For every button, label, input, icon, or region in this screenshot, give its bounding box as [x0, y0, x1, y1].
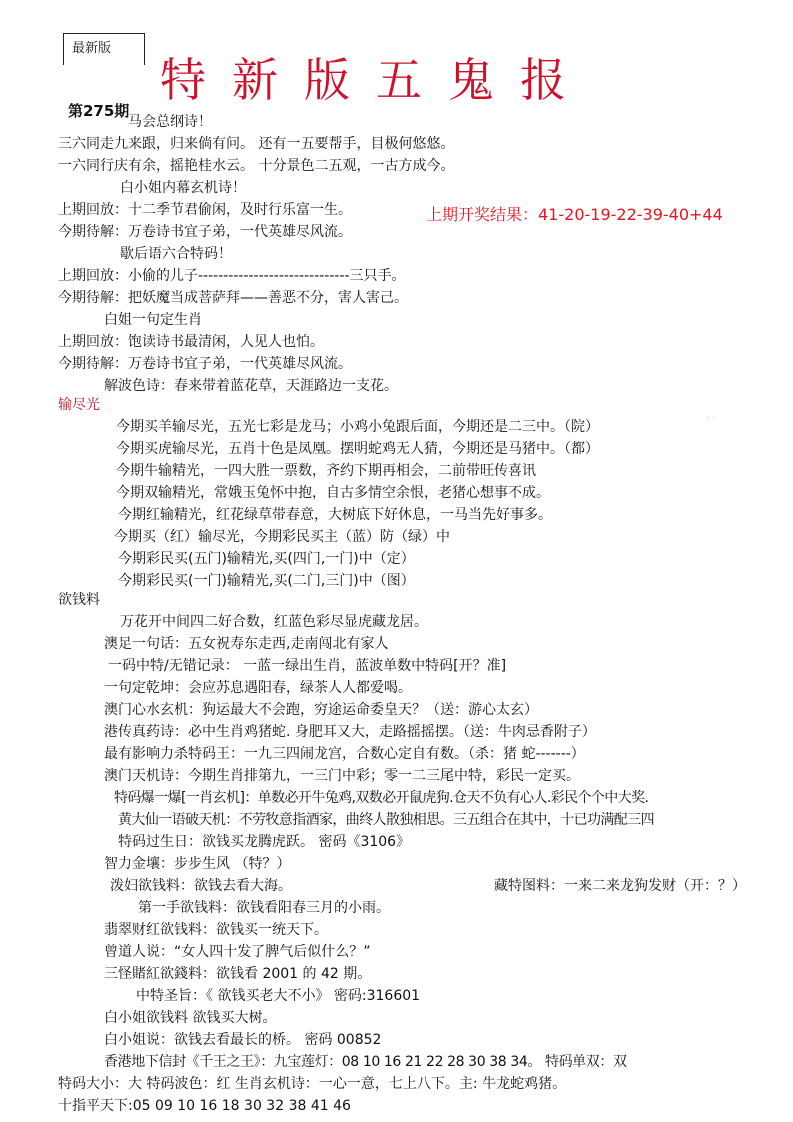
issue-number: 第275期	[68, 102, 130, 120]
money-line: 翡翠财红欲钱料：欲钱买一统天下。	[104, 922, 328, 938]
poem-line: 一六同行庆有余，摇艳桂水云。 十分景色二五观，一古方成今。	[58, 158, 455, 174]
money-line: 泼妇欲钱料：欲钱去看大海。	[110, 878, 292, 894]
badge-box	[63, 33, 145, 65]
review-line: 上期回放：十二季节君偷闲，及时行乐富一生。	[58, 202, 352, 218]
money-line: 一句定乾坤：会应苏息遇阳春，绿茶人人都爱喝。	[104, 680, 412, 696]
lose-line: 今期彩民买(五门)输精光,买(四门,一门)中（定）	[118, 551, 415, 567]
lose-line: 今期红输精光，红花绿草带春意，大树底下好休息，一马当先好事多。	[118, 507, 552, 523]
lose-line: 今期彩民买(一门)输精光,买(二门,三门)中（图）	[118, 573, 415, 589]
pending-line: 今期待解：万卷诗书宜子弟，一代英雄尽风流。	[58, 356, 352, 372]
money-line: 澳门天机诗：今期生肖排第九，一三门中彩；零一二三尾中特，彩民一定买。	[104, 768, 580, 784]
wave-color-poem: 解波色诗：春来带着蓝花草，天涯路边一支花。	[104, 378, 398, 394]
money-line: 澳足一句话：五女祝寿东走西,走南闯北有家人	[104, 636, 389, 652]
section-lose-heading: 输尽光	[58, 397, 100, 413]
page-title: 特新版五鬼报	[160, 53, 592, 107]
money-line: 香港地下信封《千王之王》：九宝莲灯：08 10 16 21 22 28 30 38 34。 特码单双：双	[104, 1054, 627, 1070]
money-line: 一码中特/无错记录： 一蓝一绿出生肖，蓝波单数中特码[开？准]	[108, 658, 507, 674]
section-money-heading: 欲钱料	[58, 592, 100, 608]
money-line: 黄大仙一语破天机：不劳牧意指酒家，曲终人散独相思。三五组合在其中，十已功满配三四	[118, 812, 654, 828]
faint-mark: · ·	[706, 413, 716, 424]
money-line: 智力金壤：步步生风 （特？）	[104, 856, 291, 872]
review-line: 上期回放：小偷的儿子------------------------------三只手。	[58, 268, 406, 284]
money-line-right: 藏特图料：一来二来龙狗发财（开：？）	[494, 878, 746, 894]
lose-line: 今期买羊输尽光，五光七彩是龙马；小鸡小兔跟后面，今期还是二三中。（院）	[116, 419, 599, 435]
money-line: 十指平天下:05 09 10 16 18 30 32 38 41 46	[58, 1098, 351, 1114]
poem-line: 三六同走九来跟，归来倘有问。 还有一五要帮手，目极何悠悠。	[58, 136, 455, 152]
lose-line: 今期买虎输尽光，五肖十色是凤凰。摆明蛇鸡无人猜，今期还是马猪中。（都）	[116, 441, 599, 457]
lose-line: 今期买（红）输尽光，今期彩民买主（蓝）防（绿）中	[114, 529, 450, 545]
pending-line: 今期待解：把妖魔当成菩萨拜——善恶不分，害人害己。	[58, 290, 408, 306]
edition-badge: 最新版	[72, 41, 112, 56]
section-heading: 白姐一句定生肖	[104, 312, 202, 328]
section-heading: 白小姐内幕玄机诗！	[120, 180, 246, 196]
poem-heading: 马会总纲诗！	[128, 114, 212, 130]
money-line: 特码大小：大 特码波色：红 生肖玄机诗：一心一意，七上八下。主: 牛龙蛇鸡猪。	[58, 1076, 567, 1092]
lose-line: 今期双输精光，常娥玉兔怀中抱，自古多情空余恨，老猪心想事不成。	[116, 485, 550, 501]
money-line: 白小姐说：欲钱去看最长的桥。 密码 00852	[104, 1032, 382, 1048]
lose-line: 今期牛输精光，一四大胜一票数，齐约下期再相会，二前带旺传喜讯	[116, 463, 536, 479]
money-line: 特码爆一爆[一肖玄机]：单数必开牛兔鸡,双数必开鼠虎狗.仓天不负有心人.彩民个个中大奖.	[114, 790, 649, 806]
review-line: 上期回放：饱读诗书最清闲，人见人也怕。	[58, 334, 324, 350]
money-line: 中特圣旨：《 欲钱买老大不小》 密码:316601	[136, 988, 421, 1004]
money-line: 三怪賭紅欲錢料：欲钱看 2001 的 42 期。	[104, 966, 372, 982]
pending-line: 今期待解：万卷诗书宜子弟，一代英雄尽风流。	[58, 224, 352, 240]
money-line: 澳门心水玄机：狗运最大不会跑，穷途运命委皇天？（送：游心太玄）	[104, 702, 538, 718]
money-line: 最有影响力杀特码王：一九三四闹龙宫，合数心定自有数。（杀：猪 蛇-------）	[104, 746, 585, 762]
money-line: 特码过生日：欲钱买龙腾虎跃。 密码《3106》	[118, 834, 411, 850]
section-heading: 歇后语六合特码！	[120, 246, 232, 262]
last-draw-result: 上期开奖结果：41-20-19-22-39-40+44	[426, 205, 723, 224]
money-line: 第一手欲钱料：欲钱看阳春三月的小雨。	[138, 900, 390, 916]
money-line: 万花开中间四二好合数，红蓝色彩尽显虎藏龙居。	[120, 614, 428, 630]
money-line: 港传真药诗：必中生肖鸡猪蛇. 身肥耳又大，走路摇摇摆。（送：牛肉忌香附子）	[104, 724, 596, 740]
money-line: 曾道人说：“女人四十发了脾气后似什么？”	[104, 944, 371, 960]
money-line: 白小姐欲钱料 欲钱买大树。	[104, 1010, 277, 1026]
